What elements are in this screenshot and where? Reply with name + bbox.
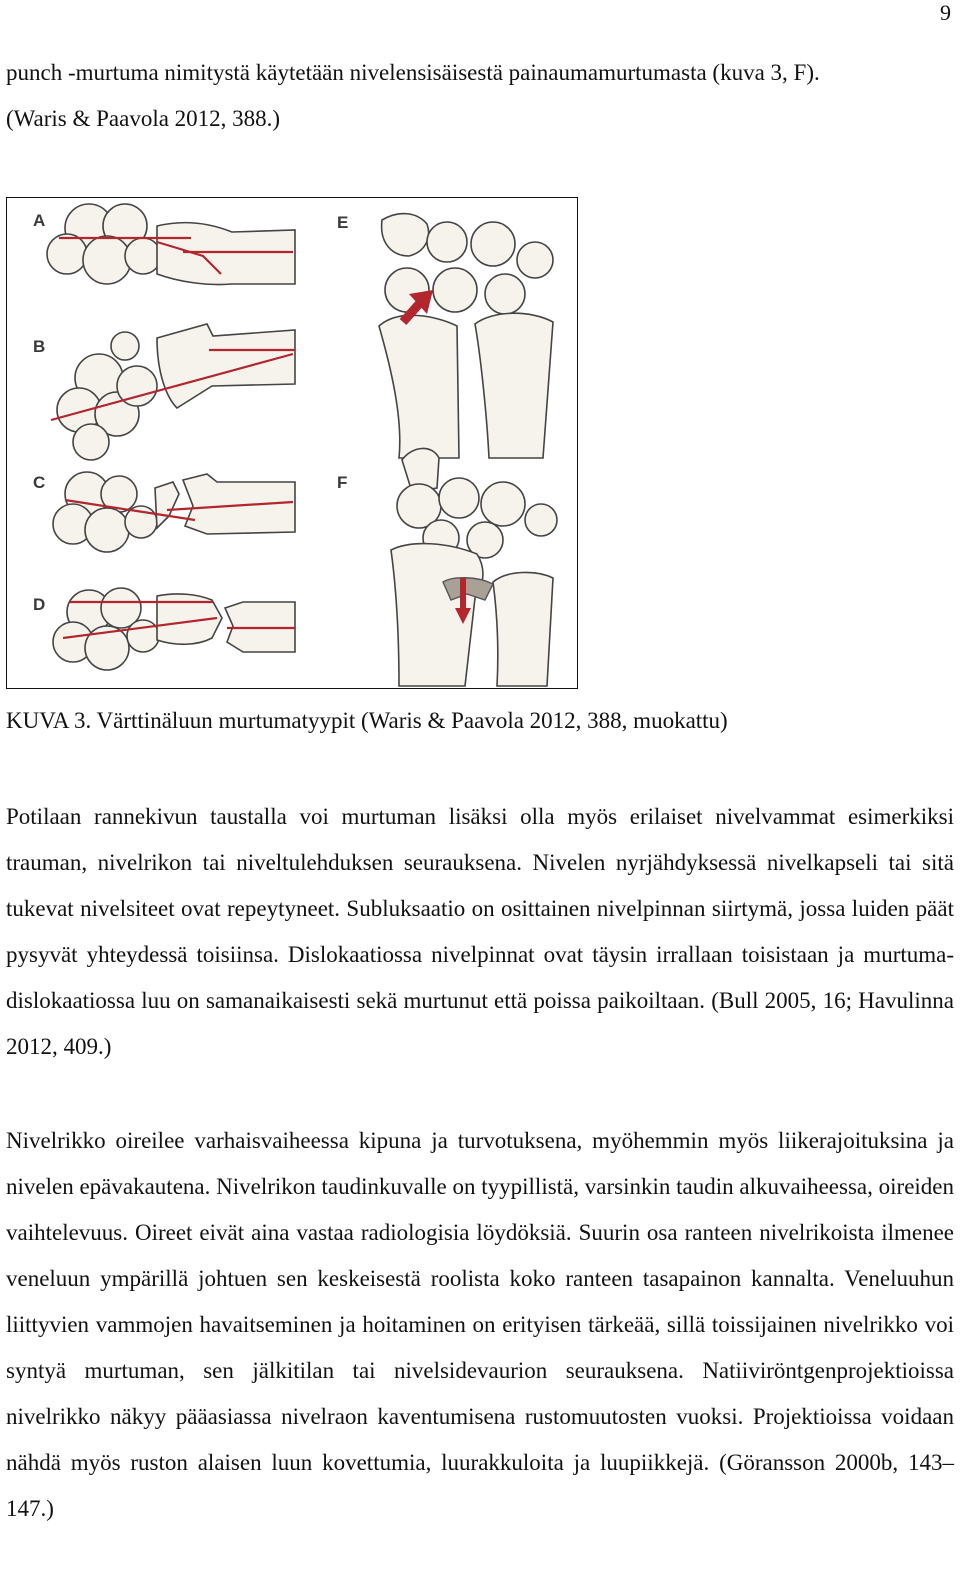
- panel-label-e: E: [337, 213, 349, 232]
- panel-label-d: D: [33, 595, 46, 614]
- panel-label-b: B: [33, 337, 46, 356]
- panel-label-c: C: [33, 473, 46, 492]
- panel-c-wrist-lateral: [53, 472, 295, 552]
- intro-line-1: punch -murtuma nimitystä käytetään nivelensisäisestä painaumamurtumasta (kuva 3, F).: [6, 60, 820, 85]
- fracture-illustration: [7, 198, 578, 689]
- panel-label-a: A: [33, 211, 46, 230]
- panel-f-wrist-frontal: [391, 448, 557, 686]
- figure-caption: KUVA 3. Värttinäluun murtumatyypit (Waris & Paavola 2012, 388, muokattu): [6, 708, 728, 733]
- page-number: 9: [940, 0, 951, 25]
- wrist-fracture-figure: [6, 197, 578, 689]
- paragraph-2: Nivelrikko oireilee varhaisvaiheessa kipuna ja turvotuksena, myöhemmin myös liikerajoituksina ja nivelen epävakautena. Nivelrikon taudinkuvalle on tyypillistä, varsinkin taudin alkuvaiheessa, oireiden vaihtelevuus. Oireet eivät aina vastaa radiologisia löydöksiä. Suurin osa ranteen nivelrikoista ilmenee veneluun ympärillä johtuen sen keskeisestä roolista koko ranteen tasapainon kannalta. Veneluuhun liittyvien vammojen havaitseminen ja hoitaminen on erityisen tärkeää, sillä toissijainen nivelrikko voi syntyä murtuman, sen jälkitilan tai nivelsidevaurion seurauksena. Natiiviröntgenprojektioissa nivelrikko näkyy pääasiassa nivelraon kaventumisena rustomuutosten vuoksi. Projektioissa voidaan nähdä myös ruston alaisen luun kovettumia, luurakkuloita ja luupiikkejä. (Göransson 2000b, 143–147.): [6, 1128, 954, 1521]
- intro-line-2: (Waris & Paavola 2012, 388.): [6, 106, 281, 131]
- paragraph-1: Potilaan rannekivun taustalla voi murtuman lisäksi olla myös erilaiset nivelvammat esimerkiksi trauman, nivelrikon tai niveltulehduksen seurauksena. Nivelen nyrjähdyksessä nivelkapseli tai sitä tukevat nivelsiteet ovat repeytyneet. Subluksaatio on osittainen nivelpinnan siirtymä, jossa luiden päät pysyvät yhteydessä toisiinsa. Dislokaatiossa nivelpinnat ovat täysin irrallaan toisistaan ja murtuma-dislokaatiossa luu on samanaikaisesti sekä murtunut että poissa paikoiltaan. (Bull 2005, 16; Havulinna 2012, 409.): [6, 804, 954, 1059]
- panel-a-wrist-lateral: [47, 204, 295, 285]
- panel-label-f: F: [337, 473, 348, 492]
- panel-b-wrist-lateral: [57, 324, 295, 460]
- panel-e-wrist-frontal: [379, 214, 553, 458]
